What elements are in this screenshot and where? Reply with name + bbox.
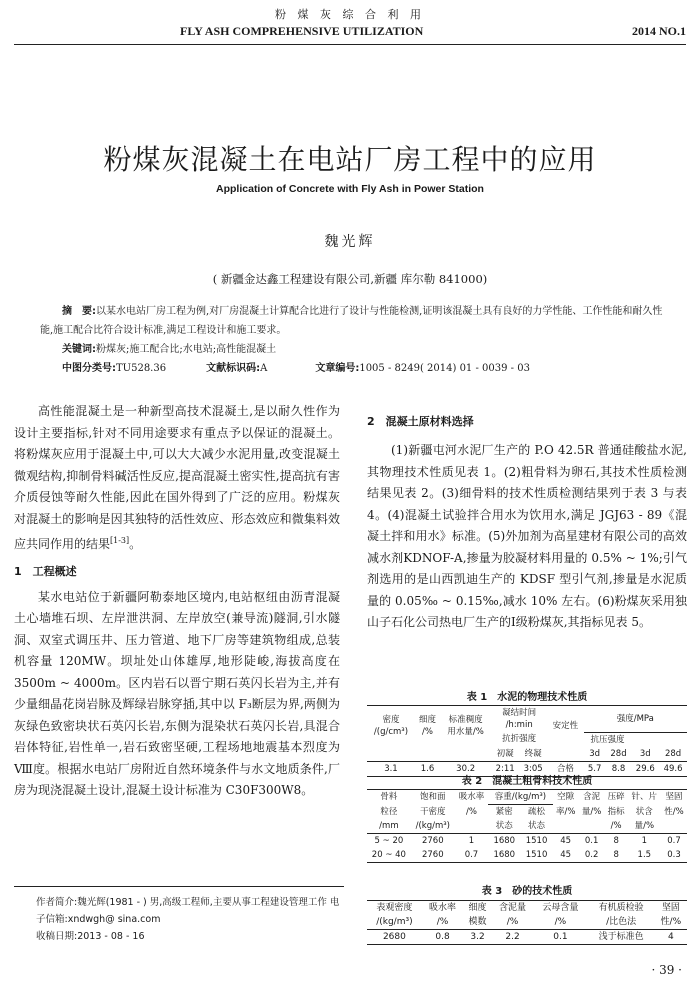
t1-h-fineness: 细度 /% <box>415 706 440 747</box>
t2-h: 指标 <box>607 806 625 817</box>
footnote-rule <box>14 886 344 887</box>
intro-citation: [1-3] <box>110 536 130 545</box>
journal-title-cn: 粉 煤 灰 综 合 利 用 <box>275 8 425 21</box>
t3-h: 模数 <box>463 915 492 930</box>
t2-cell: 1680 <box>493 836 516 846</box>
t1-h-density: 密度 /(g/cm³) <box>367 706 415 747</box>
t1-cell: 30.2 <box>440 761 491 776</box>
t2-h: 疏松 <box>528 807 546 817</box>
t2-h: 粒径 <box>380 806 398 817</box>
classification-line <box>40 359 670 378</box>
t1-cell: 合格 <box>547 761 584 776</box>
t2-h: 状态 <box>488 819 520 834</box>
t1-cell: 3.1 <box>367 761 415 776</box>
t2-h: 紧密 <box>495 807 513 817</box>
t1-h-initial: 初凝 <box>491 747 519 762</box>
article-no-label: 文章编号: <box>315 363 360 374</box>
t3-cell: 0.8 <box>422 930 463 945</box>
t3-h: 表观密度 <box>367 901 422 916</box>
abstract <box>40 302 670 340</box>
t2-cell: 8 <box>613 836 619 846</box>
t2-h: 坚固 <box>661 790 687 805</box>
t2-cell: 1510 <box>525 836 548 846</box>
t2-cell: 45 <box>553 848 579 863</box>
section-1-paragraph: 某水电站位于新疆阿勒泰地区境内,电站枢纽由沥青混凝土心墙堆石坝、左岸泄洪洞、左岸放空(兼导流)隧洞,引水隧洞、双室式调压井、压力管道、地下厂房等建筑物组成,总装机容量 120MW。坝址处山体雄厚,地形陡峻,海拔高度在 3500m ~ 4000m。区内岩石以晋宁期石英闪长岩为主,并有少量细晶花岗岩脉及辉绿岩脉穿插,其中以 F₃断层为界,两侧为灰绿色致密块状石英闪长岩,东侧为混染状石英闪长岩,具混合岩体特征,岩性单一,岩石致密坚硬,工程场地地震基本烈度为Ⅷ度。根据水电站厂房附近自然环境条件与水文地质条件,厂房为现浇混凝土设计,混凝土设计标准为 C30F300W8。 <box>14 589 340 797</box>
t3-cell: 2.2 <box>492 930 533 945</box>
t3-h: 吸水率 <box>422 901 463 916</box>
t3-cell: 浅于标准色 <box>588 930 655 945</box>
t2-cell: 0.7 <box>667 836 681 846</box>
t3-cell: 4 <box>655 930 687 945</box>
abstract-label: 摘 要: <box>62 306 96 317</box>
t3-cell: 2680 <box>367 930 422 945</box>
t1-cell: 1.6 <box>415 761 440 776</box>
t2-cell: 0.1 <box>584 836 599 846</box>
t2-h: 骨料 <box>367 790 411 805</box>
t2-cell: 8 <box>605 848 628 863</box>
t2-h: 量/% <box>628 819 661 834</box>
table-3-caption: 表 3 砂的技术性质 <box>481 886 573 897</box>
t2-cell: 0.7 <box>455 848 488 863</box>
article-title: 粉煤灰混凝土在电站厂房工程中的应用 <box>103 143 597 176</box>
table-row <box>367 930 687 945</box>
t2-cell: 1 <box>641 836 648 846</box>
intro-paragraph <box>14 401 340 556</box>
t2-h: 含泥 <box>579 790 605 805</box>
t3-cell: 0.1 <box>533 930 587 945</box>
t2-cell: 20 ~ 40 <box>367 848 411 863</box>
t2-cell: 1.5 <box>628 848 661 863</box>
t2-cell: 2760 <box>411 848 455 863</box>
t1-h-flex: 抗折强度 <box>502 734 537 745</box>
t3-h: 含泥量 <box>492 901 533 916</box>
t1-h-3d-flex: 3d <box>584 747 606 762</box>
abstract-text: 以某水电站厂房工程为例,对厂房混凝土计算配合比进行了设计与性能检测,证明该混凝土具有良好的力学性能、工作性能和耐久性能,施工配合比符合设计标准,满足工程设计和施工要求。 <box>40 306 663 336</box>
table-1-caption: 表 1 水泥的物理技术性质 <box>466 692 588 703</box>
t2-h: 量/% <box>581 806 602 817</box>
t2-h: /% <box>465 806 477 817</box>
t2-cell: 5 ~ 20 <box>374 836 404 846</box>
t2-h: /(kg/m³) <box>411 819 455 834</box>
t1-cell: 2:11 <box>491 761 519 776</box>
abstract-block <box>40 302 670 378</box>
t3-h: 云母含量 <box>533 901 587 916</box>
t1-h-comp: 抗压强度 <box>590 734 625 745</box>
t2-h: 率/% <box>555 806 576 817</box>
keywords-text: 粉煤灰;施工配合比;水电站;高性能混凝土 <box>96 344 277 355</box>
t2-h: 空隙 <box>553 790 579 805</box>
t3-h: 有机质检验 <box>588 901 655 916</box>
t1-h-water: 标准稠度 用水量/% <box>440 706 491 747</box>
article-title-en: Application of Concrete with Fly Ash in Power Station <box>216 183 484 195</box>
left-column <box>14 401 340 802</box>
section-1-heading: 1 工程概述 <box>14 564 77 578</box>
page-number: · 39 · <box>651 963 682 977</box>
table-row <box>367 848 687 863</box>
t2-cell: 0.2 <box>579 848 605 863</box>
t3-cell: 3.2 <box>463 930 492 945</box>
t2-cell: 1680 <box>488 848 520 863</box>
affiliation: ( 新疆金达鑫工程建设有限公司,新疆 库尔勒 841000) <box>212 272 488 286</box>
header-rule <box>14 44 686 45</box>
t2-cell: 1 <box>468 836 475 846</box>
table-2-caption: 表 2 混凝土粗骨料技术性质 <box>461 776 593 787</box>
t2-h: 状含 <box>635 806 653 817</box>
t2-h: 压碎 <box>605 790 628 805</box>
t1-cell: 49.6 <box>659 761 687 776</box>
table-3 <box>367 900 687 945</box>
t3-h: /% <box>492 915 533 930</box>
t2-h: 饱和面 <box>411 790 455 805</box>
t3-h: 性/% <box>655 915 687 930</box>
author-intro: 作者简介:魏光辉(1981 - ) 男,高级工程师,主要从事工程建设管理工作 电子信箱:xndwgh@ sina.com <box>36 897 340 925</box>
table-row <box>367 834 687 849</box>
table-2 <box>367 789 687 863</box>
t2-h: 状态 <box>520 819 552 834</box>
issue-label: 2014 NO.1 <box>632 24 686 38</box>
t1-h-final: 终凝 <box>519 747 547 762</box>
t1-cell: 3:05 <box>519 761 547 776</box>
t2-h: 针、片 <box>628 790 661 805</box>
t1-cell: 8.8 <box>606 761 632 776</box>
t3-h: /% <box>533 915 587 930</box>
t1-h-soundness: 安定性 <box>547 706 584 747</box>
t3-h: 坚固 <box>655 901 687 916</box>
article-no-value: 1005 - 8249( 2014) 01 - 0039 - 03 <box>359 363 530 374</box>
t2-cell: 2760 <box>421 836 444 846</box>
t2-h: /mm <box>367 819 411 834</box>
clc-label: 中图分类号: <box>62 363 116 374</box>
t2-cell: 0.3 <box>661 848 687 863</box>
table-1 <box>367 705 687 777</box>
t2-h: 性/% <box>664 806 684 817</box>
t1-h-28d-comp: 28d <box>659 747 687 762</box>
t1-h-strength: 强度/MPa <box>584 706 687 733</box>
t2-h: 容重/(kg/m³) <box>488 790 553 805</box>
footnote <box>14 894 344 945</box>
t2-h: /% <box>605 819 628 834</box>
received-date: 收稿日期:2013 - 08 - 16 <box>36 931 145 942</box>
right-column <box>367 412 687 634</box>
t1-h-setting: 凝结时间 /h:min <box>491 706 547 733</box>
t2-cell: 45 <box>560 836 572 846</box>
doc-code-value: A <box>260 363 268 374</box>
keywords-label: 关键词: <box>62 344 96 355</box>
t1-cell: 5.7 <box>584 761 606 776</box>
clc-value: TU528.36 <box>116 363 167 374</box>
t1-h-28d-flex: 28d <box>606 747 632 762</box>
t3-h: /比色法 <box>588 915 655 930</box>
t3-h: /% <box>422 915 463 930</box>
t3-h: /(kg/m³) <box>367 915 422 930</box>
t2-h: 吸水率 <box>455 790 488 805</box>
t2-h: 干密度 <box>420 806 446 817</box>
intro-text: 高性能混凝土是一种新型高技术混凝土,是以耐久性作为设计主要指标,针对不同用途要求有重点予以保证的混凝土。将粉煤灰应用于混凝土中,可以大大减少水泥用量,改变混凝土微观结构,抑制骨料碱活性反应,提高混凝土密实性,提高抗有害介质侵蚀等耐久性能,因此在国外得到了广泛的应用。粉煤灰对混凝土的影响是因其独特的活性效应、形态效应和微集料效应共同作用的结果 <box>14 404 340 551</box>
t1-cell: 29.6 <box>631 761 659 776</box>
doc-code-label: 文献标识码: <box>206 363 261 374</box>
t2-cell: 1510 <box>520 848 552 863</box>
intro-end: 。 <box>129 537 142 551</box>
keywords <box>40 340 670 359</box>
section-2-paragraph: (1)新疆屯河水泥厂生产的 P.O 42.5R 普通硅酸盐水泥,其物理技术性质见表 1。(2)粗骨料为卵石,其技术性质检测结果见表 2。(3)细骨料的技术性质检测结果列于表 3 与表 4。(4)混凝土试验拌合用水为饮用水,满足 JGJ63 - 89《混凝土拌和用水》标准。(5)外加剂为高星建材有限公司的高效减水剂KDNOF-A,掺量为胶凝材料用量的 0.5% ~ 1%;引气剂选用的是山西凯迪生产的 KDSF 型引气剂,掺量是水泥质量的 0.05‰ ~ 0.15‰,减水 10% 左右。(6)粉煤灰采用独山子石化公司热电厂生产的Ⅰ级粉煤灰,其指标见表 5。 <box>367 443 687 629</box>
author-name: 魏光辉 <box>324 234 376 250</box>
t1-h-3d-comp: 3d <box>631 747 659 762</box>
section-2-heading: 2 混凝土原材料选择 <box>367 415 474 428</box>
t3-h: 细度 <box>463 901 492 916</box>
journal-title-en: FLY ASH COMPREHENSIVE UTILIZATION <box>180 24 424 38</box>
